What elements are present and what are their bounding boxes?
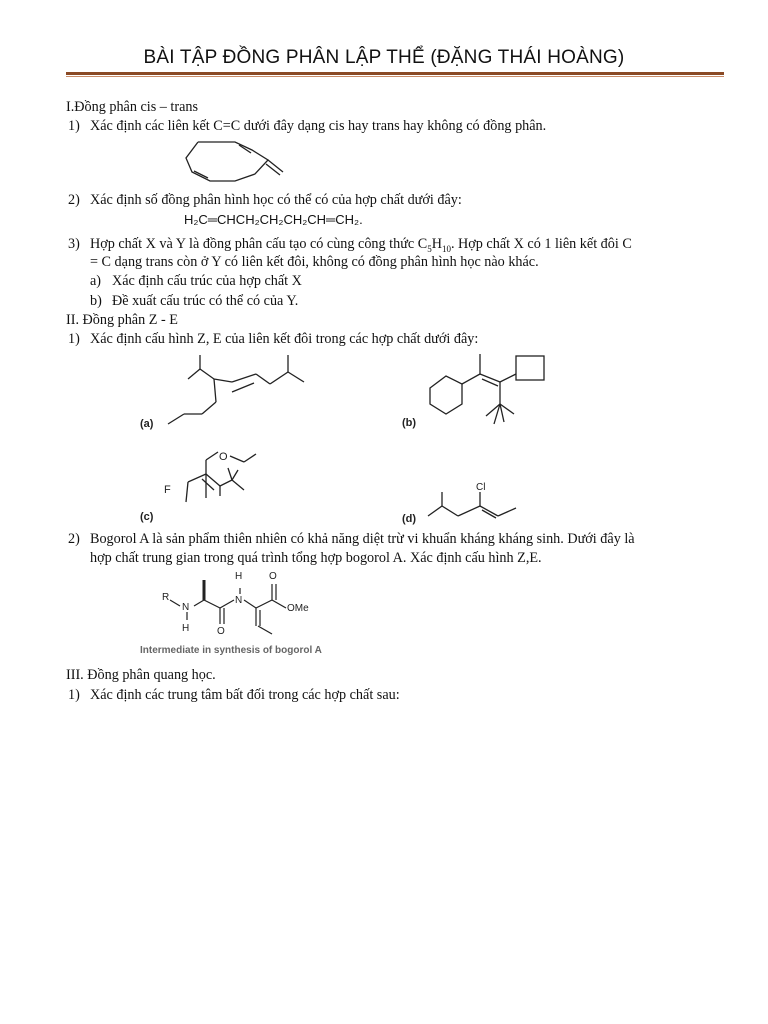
atom-Cl: Cl [476,482,486,493]
structure-b [400,348,560,438]
atom-F: F [164,484,171,496]
section-2-heading: II. Đồng phân Z - E [66,312,178,328]
bogorol-intermediate-structure [156,568,356,646]
s2-q1-number: 1) [68,331,80,347]
s1-q3-number: 3) [68,236,80,252]
atom-O1: O [217,626,225,637]
atom-H1: H [182,623,190,634]
s1-q3-line1-a: Hợp chất X và Y là đồng phân cấu tạo có cùng công thức C [90,236,428,252]
s3-q1-text: Xác định các trung tâm bất đối trong các hợp chất sau: [90,687,400,703]
section-3-heading: III. Đồng phân quang học. [66,667,216,683]
s1-q3b-text: Đề xuất cấu trúc có thể có của Y. [112,293,299,309]
formula-sub-5: 5 [427,243,432,254]
bogorol-caption: Intermediate in synthesis of bogorol A [140,645,322,656]
title-divider [66,72,724,75]
s2-q2-line1: Bogorol A là sản phẩm thiên nhiên có khả năng diệt trừ vi khuẩn kháng kháng sinh. Dưới đây là [90,531,635,547]
atom-H2: H [235,571,243,582]
atom-O2: O [269,571,277,582]
s1-q3-line2: = C dạng trans còn ở Y có liên kết đôi, không có đồng phân hình học nào khác. [90,254,539,270]
section-1-heading: I.Đồng phân cis – trans [66,99,198,115]
s1-q3b-number: b) [90,293,102,309]
s1-q3a-text: Xác định cấu trúc của hợp chất X [112,273,302,289]
s1-q1-text: Xác định các liên kết C=C dưới đây dạng cis hay trans hay không có đồng phân. [90,118,547,134]
label-a: (a) [140,418,154,430]
s1-q2-formula: H₂C═CHCH₂CH₂CH₂CH═CH₂. [184,212,363,227]
s1-q2-text: Xác định số đồng phân hình học có thể có của hợp chất dưới đây: [90,192,462,208]
structure-c [136,446,286,526]
atom-OMe: OMe [287,603,309,614]
cyclodecadiene-structure [180,136,290,188]
s2-q2-number: 2) [68,531,80,547]
s3-q1-number: 1) [68,687,80,703]
structure-d [400,478,540,528]
atom-N1: N [182,602,190,613]
s1-q1-number: 1) [68,118,80,134]
label-c: (c) [140,511,154,523]
s2-q1-text: Xác định cấu hình Z, E của liên kết đôi trong các hợp chất dưới đây: [90,331,479,347]
formula-sub-10: 10 [441,243,451,254]
s1-q3-line1-b: . Hợp chất X có 1 liên kết đôi C [450,236,632,252]
page-title: BÀI TẬP ĐỒNG PHÂN LẬP THỂ (ĐẶNG THÁI HOÀNG) [143,47,625,68]
label-b: (b) [402,417,417,429]
atom-N2: N [235,595,243,606]
s2-q2-line2: hợp chất trung gian trong quá trình tổng hợp bogorol A. Xác định cấu hình Z,E. [90,550,542,566]
atom-O-c: O [219,451,228,463]
s1-q2-number: 2) [68,192,80,208]
s1-q3a-number: a) [90,273,102,289]
formula-h: H [431,236,442,252]
atom-R: R [162,592,170,603]
title-divider-thin [66,76,724,77]
structure-a [136,352,326,442]
label-d: (d) [402,513,417,525]
